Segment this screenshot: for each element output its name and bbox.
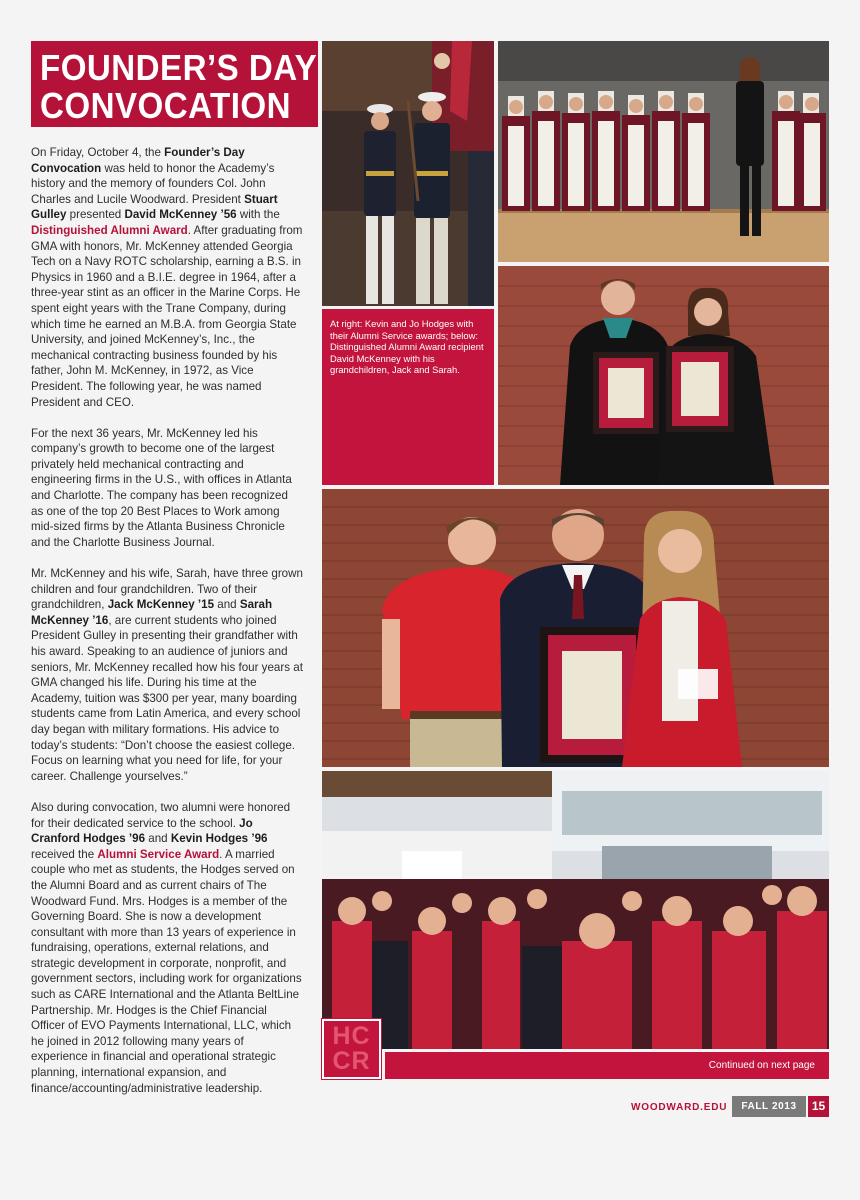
caption-text: At right: Kevin and Jo Hodges with their Alumni Service awards; below: Distinguished Alumni Award recipient David McKenney with his grandchildren, Jack and Sarah. <box>330 318 484 376</box>
continued-text: Continued on next page <box>708 1060 815 1071</box>
choir-image <box>498 41 829 262</box>
article-body <box>31 145 303 1112</box>
photo-color-guard <box>322 41 494 306</box>
photo-mckenney-family <box>322 489 829 767</box>
footer-issue: FALL 2013 <box>732 1096 806 1117</box>
photo-convocation-audience <box>322 771 829 1049</box>
granddaughter-name: Sarah McKenney ’16 <box>31 598 273 627</box>
honoree-kevin-name: Kevin Hodges ’96 <box>170 832 268 846</box>
photo-caption <box>322 309 494 485</box>
title-line-2: CONVOCATION <box>40 85 292 126</box>
photo-choir <box>498 41 829 262</box>
honoree-name: David McKenney ’56 <box>124 208 237 222</box>
alumni-service-award: Alumni Service Award <box>97 847 220 861</box>
title-block <box>31 41 318 127</box>
event-name: Founder’s Day Convocation <box>31 146 245 175</box>
continued-bar <box>385 1052 829 1079</box>
article-paragraph-1: On Friday, October 4, the Founder’s Day Convocation was held to honor the Academy’s history and the memory of founders Col. John Charles and Lucile Woodward. President Stuart Gulley presented David McKenney ’56 with the Distinguished Alumni Award. After graduating from GMA with honors, Mr. McKenney attended Georgia Tech on a Navy ROTC scholarship, earning a B.S. in Physics in 1960 and a B.I.E. degree in 1964, after a three-year stint as an officer in the Marine Corps. He spent eight years with the Trane Company, during which time he earned an M.B.A. from Georgia State University, and joined McKenney’s, Inc., the mechanical contracting business founded by his father, John M. McKenney, in 1972, as Vice President. The following year, he was named President and CEO. <box>31 146 303 409</box>
page-number: 15 <box>808 1096 829 1117</box>
hccr-logo <box>322 1019 381 1079</box>
hodges-image <box>498 266 829 485</box>
title-line-1: FOUNDER’S DAY <box>40 47 318 88</box>
article-paragraph-3: Mr. McKenney and his wife, Sarah, have three grown children and four grandchildren. Two of their grandchildren, Jack McKenney ’15 and Sarah McKenney ’16, are current students who joined President Gulley in presenting their grandfather with his award. Speaking to an audience of juniors and seniors, Mr. McKenney recalled how his four years at GMA changed his life. During his time at the Academy, tuition was $300 per year, many boarding students came from Latin America, and every school day began with military formations. His advice to today’s students: “Don’t choose the easiest college. Focus on learning what you need for life, for your career. Challenge yourselves.” <box>31 567 303 783</box>
logo-line-1: HC <box>332 1022 371 1050</box>
photo-hodges <box>498 266 829 485</box>
article-paragraph-2: For the next 36 years, Mr. McKenney led his company’s growth to become one of the largest privately held mechanical contracting and engineering firms in the U.S., with offices in Atlanta and Charlotte. The company has been recognized as one of the top 20 Best Places to Work among mid-sized firms by the Atlanta Business Chronicle and the Charlotte Business Journal. <box>31 426 292 549</box>
color-guard-image <box>322 41 494 306</box>
president-name: Stuart Gulley <box>31 192 278 222</box>
footer-url: WOODWARD.EDU <box>631 1102 728 1113</box>
honoree-jo-name: Jo Cranford Hodges ’96 <box>31 816 253 846</box>
distinguished-alumni-award: Distinguished Alumni Award <box>31 223 188 237</box>
grandson-name: Jack McKenney ’15 <box>107 598 215 612</box>
audience-image <box>322 771 829 1049</box>
page-title <box>40 47 318 126</box>
logo-line-2: CR <box>332 1047 371 1075</box>
article-paragraph-4: Also during convocation, two alumni were honored for their dedicated service to the school. Jo Cranford Hodges ’96 and Kevin Hodges ’96 received the Alumni Service Award. A married couple who met as students, the Hodges served on the Alumni Board and as current chairs of The Woodward Fund. Mrs. Hodges is a member of the Governing Board. She is now a development consultant with more than 13 years of experience in fundraising, operations, external relations, and strategic development in corporate, nonprofit, and government sectors, including work for organizations such as CARE International and the Atlanta BeltLine Partnership. Mr. Hodges is the Chief Financial Officer of EVO Payments International, LLC, which he joined in 2012 following many years of experience in financial and operational strategic planning, international expansion, and finance/accounting/administrative leadership. <box>31 800 302 1095</box>
mckenney-family-image <box>322 489 829 767</box>
